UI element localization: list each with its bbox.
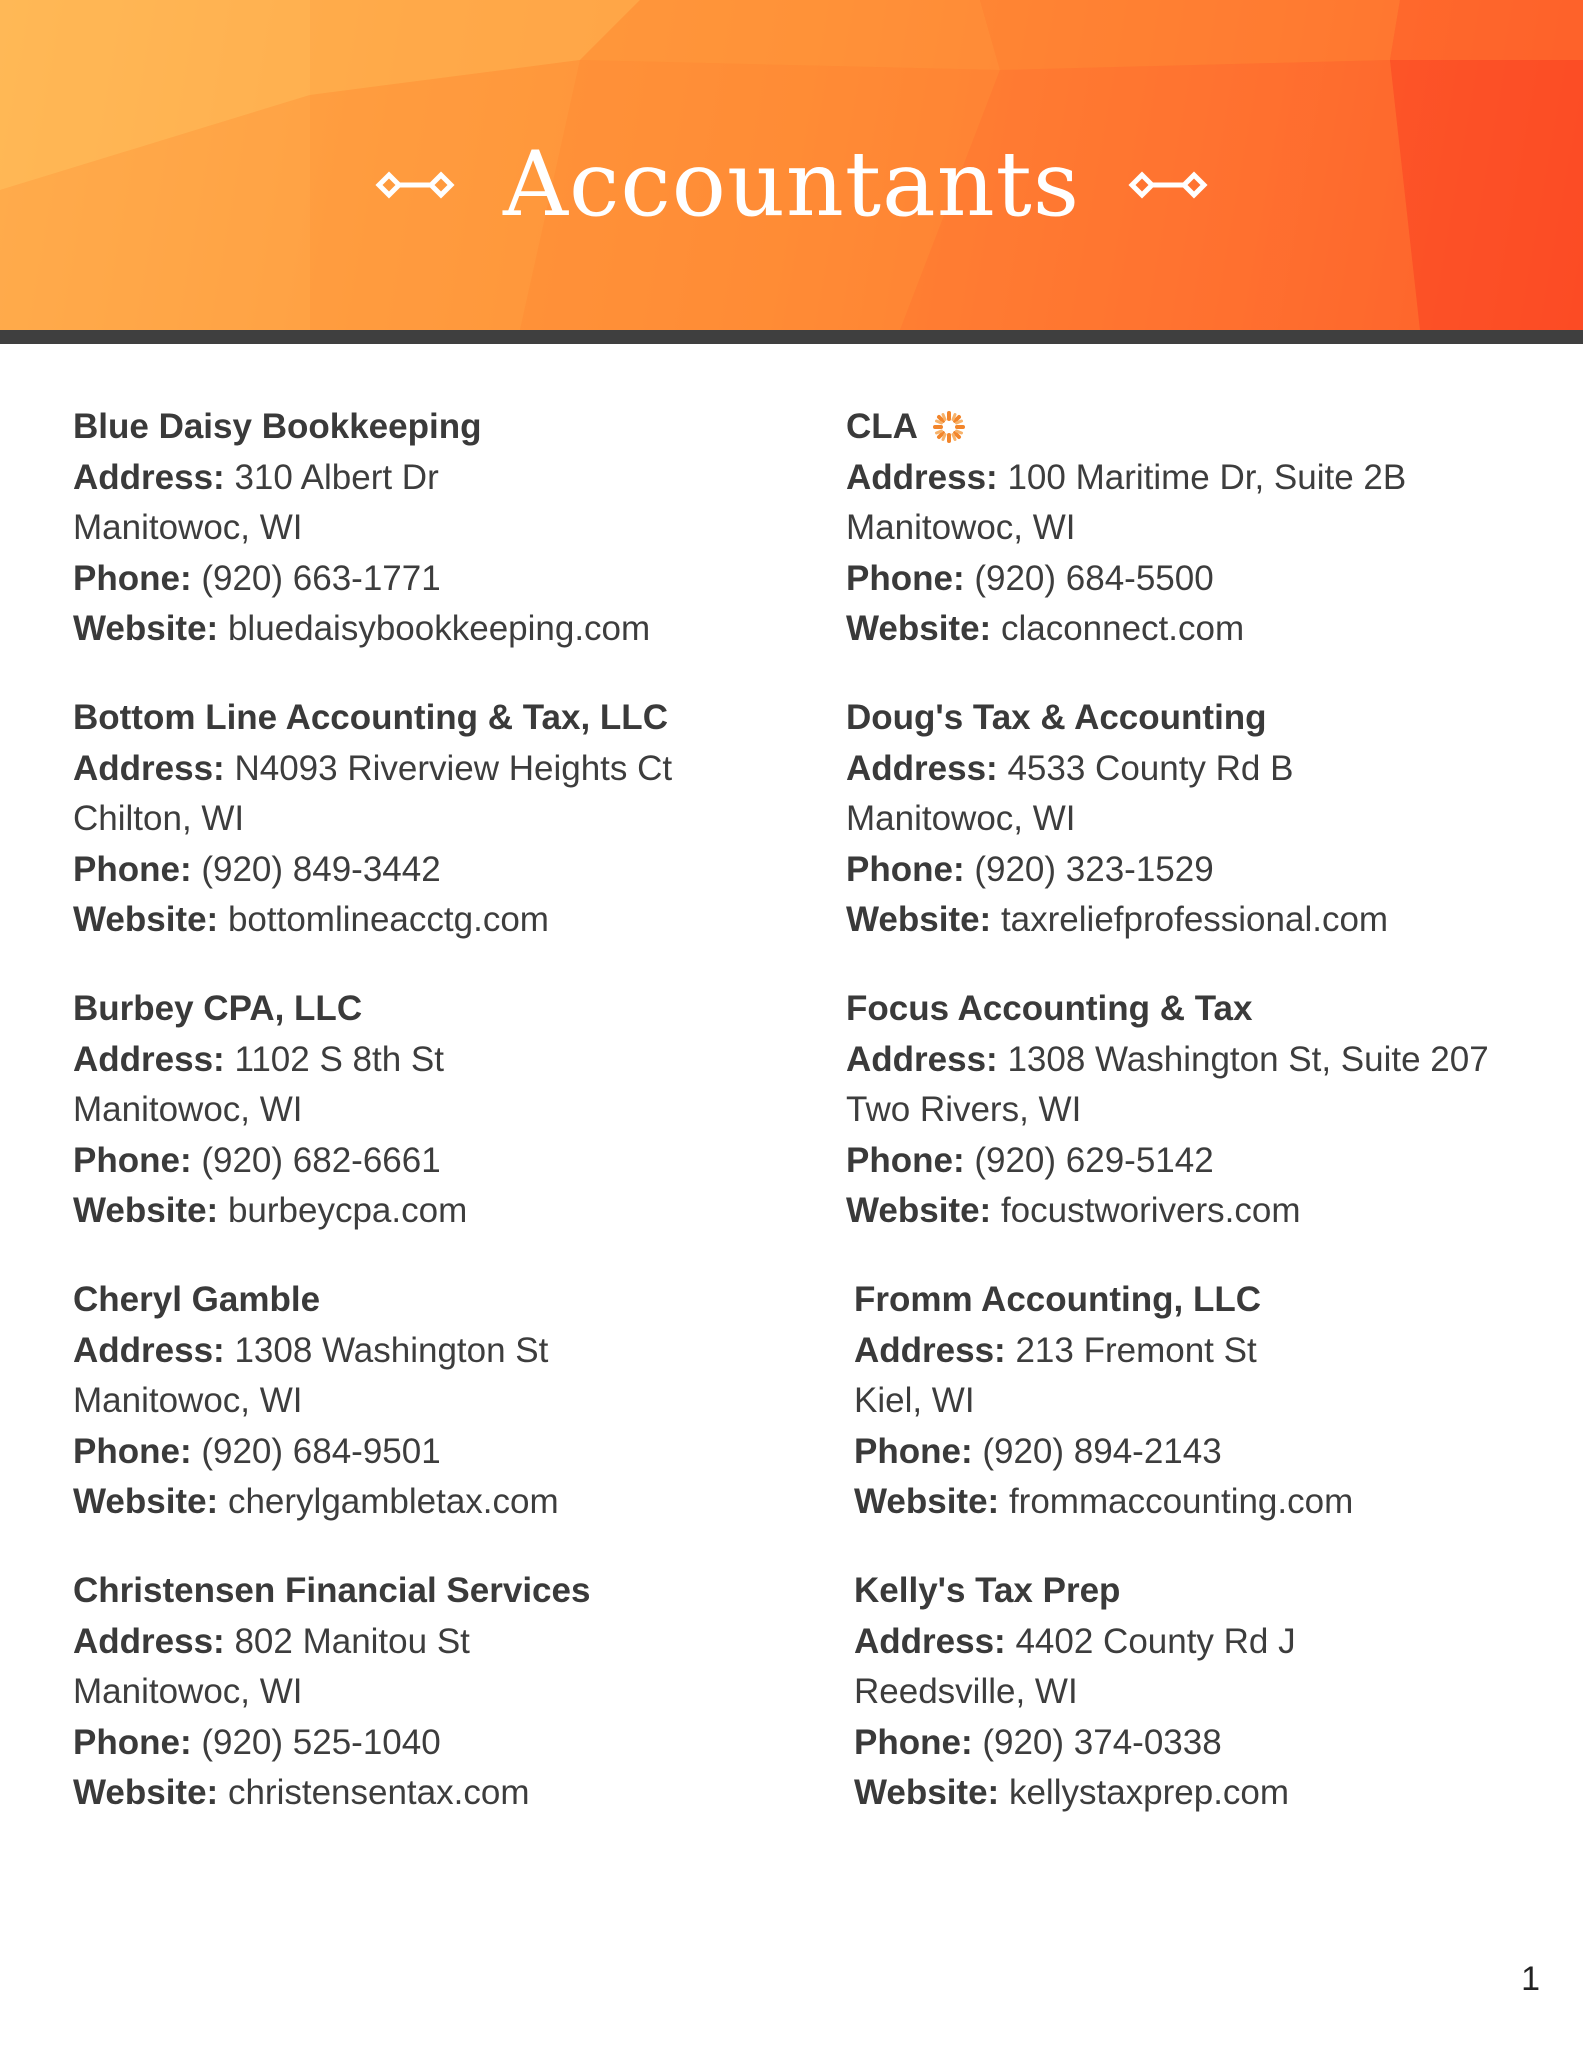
address-label: Address: bbox=[73, 748, 225, 788]
header-banner bbox=[0, 0, 1583, 330]
website-link[interactable]: focustworivers.com bbox=[1000, 1191, 1301, 1230]
phone-label: Phone: bbox=[73, 1140, 192, 1180]
phone-value: (920) 684-5500 bbox=[974, 558, 1214, 598]
city-value: Kiel, WI bbox=[854, 1381, 975, 1420]
business-name: Kelly's Tax Prep bbox=[854, 1571, 1121, 1610]
phone-value: (920) 663-1771 bbox=[201, 558, 441, 598]
cla-logo-icon bbox=[932, 410, 966, 444]
business-name: Christensen Financial Services bbox=[73, 1571, 591, 1610]
city-value: Manitowoc, WI bbox=[73, 1090, 303, 1129]
page-number: 1 bbox=[1521, 1960, 1540, 1998]
right-column bbox=[846, 402, 1583, 1857]
listing-entry bbox=[73, 984, 813, 1237]
address-label: Address: bbox=[854, 1330, 1006, 1370]
website-link[interactable]: claconnect.com bbox=[1000, 609, 1245, 648]
listing-entry bbox=[73, 402, 813, 655]
listing-entry bbox=[846, 984, 1583, 1237]
phone-label: Phone: bbox=[846, 1140, 965, 1180]
listing-entry bbox=[854, 1566, 1583, 1819]
city-value: Manitowoc, WI bbox=[73, 1672, 303, 1711]
website-label: Website: bbox=[73, 1773, 219, 1812]
ornament-left-icon bbox=[375, 165, 455, 205]
website-label: Website: bbox=[846, 609, 992, 648]
city-value: Two Rivers, WI bbox=[846, 1090, 1082, 1129]
website-label: Website: bbox=[73, 1482, 219, 1521]
address-label: Address: bbox=[73, 1039, 225, 1079]
phone-value: (920) 682-6661 bbox=[201, 1140, 441, 1180]
phone-value: (920) 629-5142 bbox=[974, 1140, 1214, 1180]
business-name: CLA bbox=[846, 407, 918, 446]
business-name: Bottom Line Accounting & Tax, LLC bbox=[73, 698, 668, 737]
city-value: Chilton, WI bbox=[73, 799, 245, 838]
website-link[interactable]: burbeycpa.com bbox=[227, 1191, 468, 1230]
website-label: Website: bbox=[846, 900, 992, 939]
business-name-row bbox=[846, 402, 1583, 453]
address-value: 1102 S 8th St bbox=[234, 1039, 444, 1079]
phone-label: Phone: bbox=[854, 1431, 973, 1471]
city-value: Manitowoc, WI bbox=[73, 508, 303, 547]
address-label: Address: bbox=[73, 1330, 225, 1370]
address-label: Address: bbox=[73, 1621, 225, 1661]
website-link[interactable]: frommaccounting.com bbox=[1008, 1482, 1354, 1521]
website-link[interactable]: taxreliefprofessional.com bbox=[1000, 900, 1389, 939]
city-value: Manitowoc, WI bbox=[846, 508, 1076, 547]
city-value: Manitowoc, WI bbox=[846, 799, 1076, 838]
phone-label: Phone: bbox=[73, 558, 192, 598]
address-label: Address: bbox=[846, 1039, 998, 1079]
header-divider bbox=[0, 330, 1583, 344]
address-label: Address: bbox=[846, 748, 998, 788]
website-label: Website: bbox=[73, 1191, 219, 1230]
address-value: 310 Albert Dr bbox=[234, 457, 439, 497]
city-value: Reedsville, WI bbox=[854, 1672, 1078, 1711]
website-link[interactable]: bottomlineacctg.com bbox=[227, 900, 549, 939]
address-label: Address: bbox=[854, 1621, 1006, 1661]
address-value: 4533 County Rd B bbox=[1007, 748, 1294, 788]
listing-entry bbox=[854, 1275, 1583, 1528]
phone-value: (920) 849-3442 bbox=[201, 849, 441, 889]
business-name: Doug's Tax & Accounting bbox=[846, 698, 1267, 737]
website-label: Website: bbox=[73, 609, 219, 648]
address-value: 213 Fremont St bbox=[1015, 1330, 1257, 1370]
website-label: Website: bbox=[854, 1482, 1000, 1521]
phone-label: Phone: bbox=[73, 1431, 192, 1471]
address-value: N4093 Riverview Heights Ct bbox=[234, 748, 673, 788]
website-link[interactable]: bluedaisybookkeeping.com bbox=[227, 609, 651, 648]
listing-entry bbox=[73, 1275, 813, 1528]
business-name: Blue Daisy Bookkeeping bbox=[73, 407, 482, 446]
website-link[interactable]: kellystaxprep.com bbox=[1008, 1773, 1290, 1812]
address-value: 1308 Washington St, Suite 207 bbox=[1007, 1039, 1489, 1079]
address-value: 100 Maritime Dr, Suite 2B bbox=[1007, 457, 1407, 497]
listing-entry bbox=[846, 402, 1583, 655]
business-name: Burbey CPA, LLC bbox=[73, 989, 363, 1028]
phone-value: (920) 374-0338 bbox=[982, 1722, 1222, 1762]
business-name: Cheryl Gamble bbox=[73, 1280, 321, 1319]
address-label: Address: bbox=[73, 457, 225, 497]
address-label: Address: bbox=[846, 457, 998, 497]
left-column bbox=[73, 402, 813, 1857]
website-label: Website: bbox=[854, 1773, 1000, 1812]
business-name: Focus Accounting & Tax bbox=[846, 989, 1253, 1028]
phone-label: Phone: bbox=[846, 558, 965, 598]
city-value: Manitowoc, WI bbox=[73, 1381, 303, 1420]
phone-value: (920) 323-1529 bbox=[974, 849, 1214, 889]
address-value: 1308 Washington St bbox=[234, 1330, 549, 1370]
listing-entry bbox=[73, 1566, 813, 1819]
business-name: Fromm Accounting, LLC bbox=[854, 1280, 1262, 1319]
phone-value: (920) 894-2143 bbox=[982, 1431, 1222, 1471]
address-value: 802 Manitou St bbox=[234, 1621, 470, 1661]
listing-entry bbox=[73, 693, 813, 946]
page-title: Accountants bbox=[502, 132, 1081, 237]
phone-label: Phone: bbox=[73, 1722, 192, 1762]
title-row bbox=[0, 105, 1583, 265]
phone-value: (920) 525-1040 bbox=[201, 1722, 441, 1762]
listing-entry bbox=[846, 693, 1583, 946]
website-link[interactable]: cherylgambletax.com bbox=[227, 1482, 559, 1521]
address-value: 4402 County Rd J bbox=[1015, 1621, 1296, 1661]
ornament-right-icon bbox=[1128, 165, 1208, 205]
phone-label: Phone: bbox=[846, 849, 965, 889]
website-label: Website: bbox=[73, 900, 219, 939]
phone-label: Phone: bbox=[854, 1722, 973, 1762]
website-link[interactable]: christensentax.com bbox=[227, 1773, 530, 1812]
phone-value: (920) 684-9501 bbox=[201, 1431, 441, 1471]
phone-label: Phone: bbox=[73, 849, 192, 889]
website-label: Website: bbox=[846, 1191, 992, 1230]
